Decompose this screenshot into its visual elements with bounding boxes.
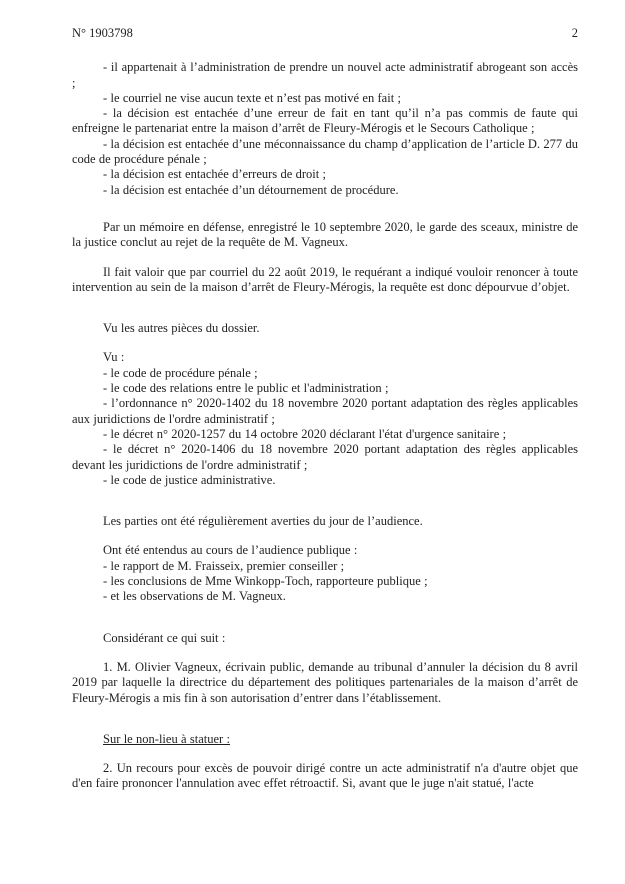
page-number: 2	[571, 26, 578, 40]
document-header	[72, 26, 578, 41]
list-item: - le code des relations entre le public et l'administration ;	[103, 381, 389, 396]
list-item: - les conclusions de Mme Winkopp-Toch, rapporteure publique ;	[103, 574, 428, 589]
paragraph: Les parties ont été régulièrement averties du jour de l’audience.	[103, 514, 423, 529]
paragraph: Considérant ce qui suit :	[103, 630, 226, 645]
list-item: - la décision est entachée d’une méconnaissance du champ d’application de l’article D. 277 du code de procédure pénale ;	[72, 136, 578, 167]
list-item: - il appartenait à l’administration de prendre un nouvel acte administratif abrogeant son accès ;	[72, 60, 578, 90]
list-item: - le code de justice administrative.	[103, 472, 276, 487]
paragraph: 2. Un recours pour excès de pouvoir dirigé contre un acte administratif n'a d'autre objet que d'en faire prononcer l'annulation avec effet rétroactif. Si, avant que le juge n'ait statué, l'acte	[72, 761, 578, 791]
paragraph: Ont été entendus au cours de l’audience publique :	[103, 543, 358, 558]
paragraph: Vu les autres pièces du dossier.	[103, 321, 260, 336]
list-item: - le décret n° 2020-1406 du 18 novembre 2020 portant adaptation des règles applicables devant les juridictions de l'ordre administratif ;	[72, 442, 578, 472]
list-item: - l’ordonnance n° 2020-1402 du 18 novembre 2020 portant adaptation des règles applicables aux juridictions de l'ordre administratif ;	[72, 396, 578, 426]
visa-label: Vu :	[103, 350, 125, 365]
paragraph: Il fait valoir que par courriel du 22 août 2019, le requérant a indiqué vouloir renoncer à toute intervention au sein de la maison d’arrêt de Fleury-Mérogis, la requête est donc dépourvue d’objet.	[72, 264, 578, 294]
list-item: - la décision est entachée d’une erreur de fait en tant qu’il n’a pas commis de faute qui enfreigne le partenariat entre la maison d’arrêt de Fleury-Mérogis et le Secours Catholique ;	[72, 106, 578, 136]
case-number: N° 1903798	[72, 26, 133, 40]
list-item: - et les observations de M. Vagneux.	[103, 589, 286, 604]
list-item: - la décision est entachée d’erreurs de droit ;	[103, 167, 327, 182]
list-item: - la décision est entachée d’un détournement de procédure.	[103, 182, 399, 197]
section-heading: Sur le non-lieu à statuer :	[103, 731, 231, 746]
document-content	[72, 26, 578, 792]
list-item: - le décret n° 2020-1257 du 14 octobre 2020 déclarant l'état d'urgence sanitaire ;	[103, 426, 507, 441]
paragraph: 1. M. Olivier Vagneux, écrivain public, demande au tribunal d’annuler la décision du 8 avril 2019 par laquelle la directrice du département des politiques partenariales de la maison d’arrêt de Fleury-Mérogis a mis fin à son autorisation d’entrer dans l’établissement.	[72, 659, 578, 705]
list-item: - le courriel ne vise aucun texte et n’est pas motivé en fait ;	[103, 90, 401, 105]
list-item: - le rapport de M. Fraisseix, premier conseiller ;	[103, 558, 345, 573]
paragraph: Par un mémoire en défense, enregistré le 10 septembre 2020, le garde des sceaux, ministre de la justice conclut au rejet de la requête de M. Vagneux.	[72, 219, 578, 250]
list-item: - le code de procédure pénale ;	[103, 365, 258, 380]
